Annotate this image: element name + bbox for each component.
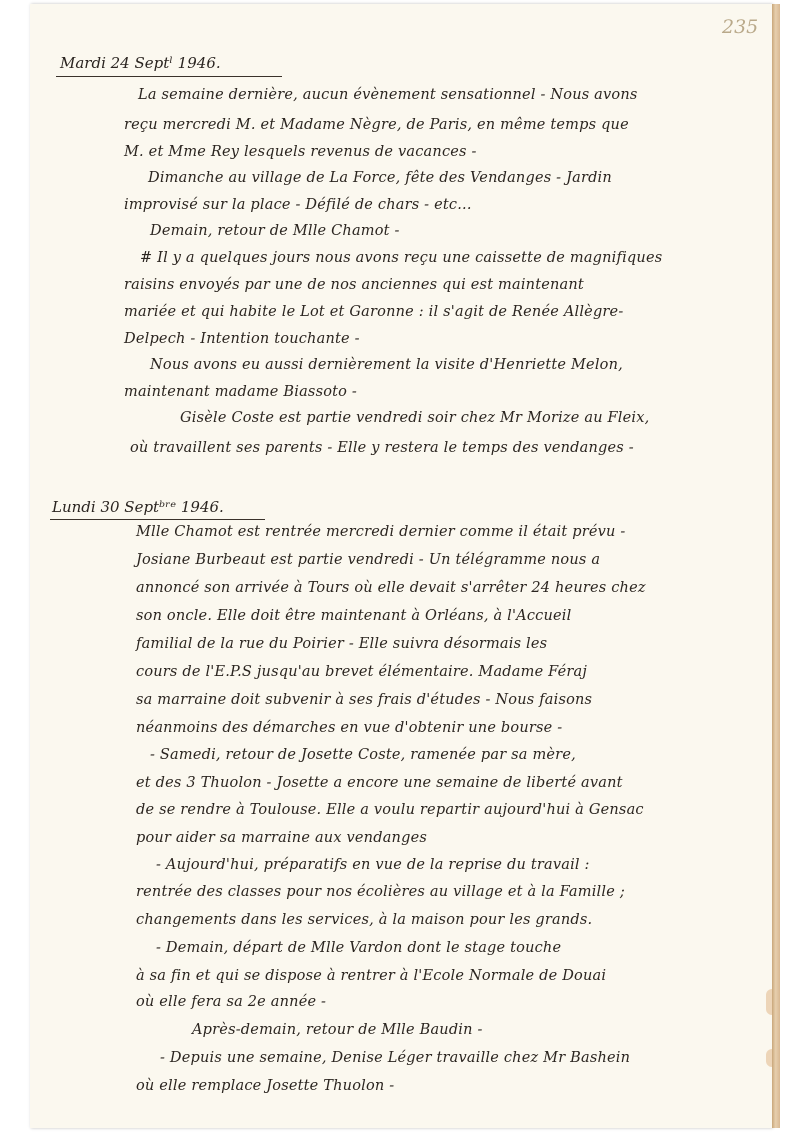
entry-line: Josiane Burbeaut est partie vendredi - Un télégramme nous a [136, 552, 601, 568]
entry-line: improvisé sur la place - Défilé de chars - etc... [124, 197, 472, 213]
entry-line: Nous avons eu aussi dernièrement la visite d'Henriette Melon, [150, 357, 623, 373]
entry-line: mariée et qui habite le Lot et Garonne : il s'agit de Renée Allègre- [124, 304, 624, 320]
entry-line: Dimanche au village de La Force, fête des Vendanges - Jardin [148, 170, 612, 186]
entry-line: - Samedi, retour de Josette Coste, ramenée par sa mère, [150, 747, 576, 763]
entry-line: où elle remplace Josette Thuolon - [136, 1078, 395, 1094]
page-edge [772, 4, 780, 1128]
entry-line: Après-demain, retour de Mlle Baudin - [192, 1022, 483, 1038]
entry-line: sa marraine doit subvenir à ses frais d'études - Nous faisons [136, 692, 593, 708]
notebook-page [30, 4, 772, 1128]
entry-line: où elle fera sa 2e année - [136, 994, 327, 1010]
entry-line: - Demain, départ de Mlle Vardon dont le stage touche [156, 940, 562, 956]
entry-line: La semaine dernière, aucun évènement sensationnel - Nous avons [138, 87, 638, 103]
entry-line: Delpech - Intention touchante - [124, 331, 360, 347]
entry-line: - Aujourd'hui, préparatifs en vue de la reprise du travail : [156, 857, 590, 873]
date-underline [50, 519, 265, 520]
entry-line: raisins envoyés par une de nos anciennes qui est maintenant [124, 277, 584, 293]
entry-line: Demain, retour de Mlle Chamot - [150, 223, 400, 239]
entry-line: reçu mercredi M. et Madame Nègre, de Paris, en même temps que [124, 117, 629, 133]
entry-line: rentrée des classes pour nos écolières au village et à la Famille ; [136, 884, 625, 900]
entry-line: M. et Mme Rey lesquels revenus de vacances - [124, 144, 477, 160]
entry-line: annoncé son arrivée à Tours où elle devait s'arrêter 24 heures chez [136, 580, 646, 596]
entry-line: cours de l'E.P.S jusqu'au brevet élémentaire. Madame Féraj [136, 664, 588, 680]
entry-line: son oncle. Elle doit être maintenant à Orléans, à l'Accueil [136, 608, 572, 624]
entry-line: changements dans les services, à la maison pour les grands. [136, 912, 593, 928]
entry-line: de se rendre à Toulouse. Elle a voulu repartir aujourd'hui à Gensac [136, 802, 644, 818]
entry-date: Mardi 24 Septˡ 1946. [60, 54, 221, 72]
entry-date: Lundi 30 Septᵇʳᵉ 1946. [52, 498, 224, 516]
entry-line: familial de la rue du Poirier - Elle suivra désormais les [136, 636, 548, 652]
entry-line: à sa fin et qui se dispose à rentrer à l'Ecole Normale de Douai [136, 968, 607, 984]
entry-line: maintenant madame Biassoto - [124, 384, 358, 400]
page-number: 235 [722, 16, 759, 38]
entry-line: néanmoins des démarches en vue d'obtenir une bourse - [136, 720, 563, 736]
entry-line: Mlle Chamot est rentrée mercredi dernier comme il était prévu - [136, 524, 626, 540]
entry-line: # Il y a quelques jours nous avons reçu une caissette de magnifiques [140, 250, 663, 266]
entry-line: et des 3 Thuolon - Josette a encore une semaine de liberté avant [136, 775, 623, 791]
entry-line: Gisèle Coste est partie vendredi soir chez Mr Morize au Fleix, [180, 410, 650, 426]
date-underline [56, 76, 282, 77]
entry-line: où travaillent ses parents - Elle y restera le temps des vendanges - [130, 440, 634, 456]
entry-line: - Depuis une semaine, Denise Léger travaille chez Mr Bashein [160, 1050, 631, 1066]
entry-line: pour aider sa marraine aux vendanges [136, 830, 427, 846]
